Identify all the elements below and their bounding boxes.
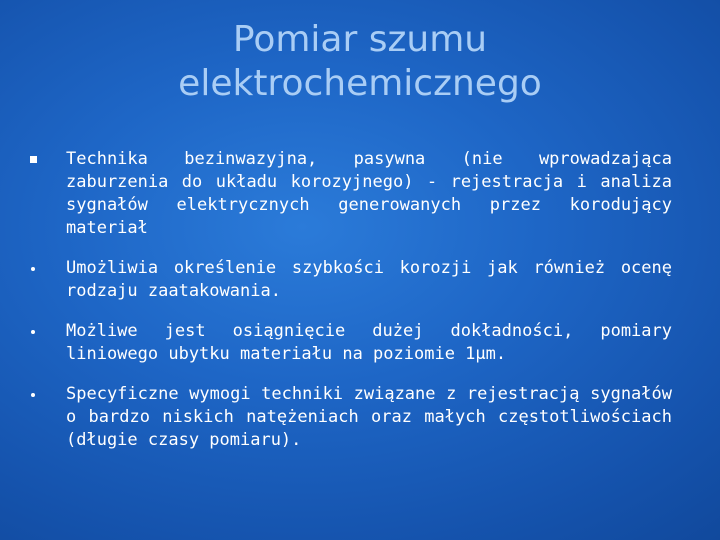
dot-bullet-icon (31, 393, 35, 397)
bullet-line: ocenę rodzaju zaatakowania. (66, 258, 672, 301)
slide-title (40, 18, 680, 106)
bullet-line: sygnałów o bardzo niskich natężeniach oraz małych (66, 384, 672, 427)
bullet-list (30, 148, 672, 452)
bullet-line: Technika bezinwazyjna, pasywna (nie wprowadzająca (66, 149, 672, 169)
bullet-item (30, 257, 672, 303)
bullet-text (66, 320, 672, 366)
bullet-line: Możliwe jest osiągnięcie dużej dokładności, pomiary (66, 321, 672, 341)
bullet-line: analiza sygnałów elektrycznych generowanych przez (66, 172, 672, 215)
bullet-line: zaburzenia do układu korozyjnego) - rejestracja i (66, 172, 587, 192)
square-bullet-icon (30, 156, 37, 163)
slide-title-line: Pomiar szumu (232, 19, 488, 60)
bullet-line: Umożliwia określenie szybkości korozji jak również (66, 258, 606, 278)
bullet-item (30, 383, 672, 452)
bullet-item (30, 148, 672, 240)
bullet-text (66, 148, 672, 240)
bullet-line: częstotliwościach (długie czasy pomiaru). (66, 407, 672, 450)
dot-bullet-icon (31, 267, 35, 271)
dot-bullet-icon (31, 330, 35, 334)
bullet-line: liniowego ubytku materiału na poziomie 1µm. (66, 344, 507, 364)
slide-title-line: elektrochemicznego (178, 63, 542, 104)
bullet-text (66, 257, 672, 303)
bullet-text (66, 383, 672, 452)
bullet-line: Specyficzne wymogi techniki związane z rejestracją (66, 384, 580, 404)
bullet-line: korodujący materiał (66, 195, 672, 238)
bullet-item (30, 320, 672, 366)
